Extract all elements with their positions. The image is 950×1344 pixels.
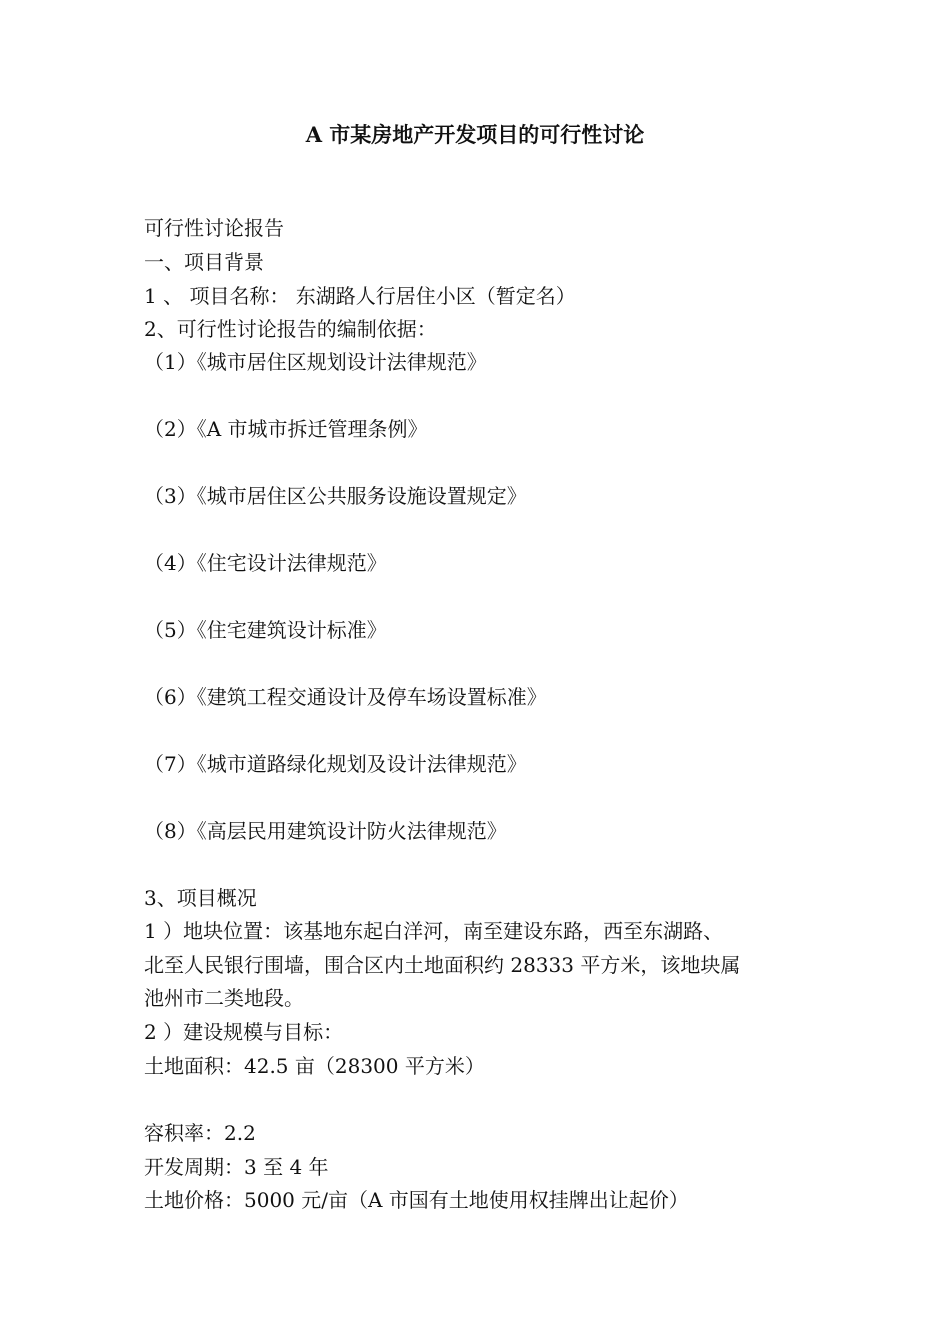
land-area-line: 土地面积：42.5 亩（28300 平方米） <box>144 1054 485 1078</box>
section-heading-overview: 3、项目概况 <box>144 886 257 910</box>
report-heading: 可行性讨论报告 <box>144 216 284 240</box>
reference-item: （6）《建筑工程交通设计及停车场设置标准》 <box>144 685 547 709</box>
reference-item: （5）《住宅建筑设计标准》 <box>144 618 387 642</box>
location-line: 北至人民银行围墙，围合区内土地面积约 28333 平方米，该地块属 <box>144 953 741 977</box>
reference-item: （2）《A 市城市拆迁管理条例》 <box>144 417 428 441</box>
scale-heading: 2 ）建设规模与目标： <box>144 1020 344 1044</box>
land-price-line: 土地价格：5000 元/亩（A 市国有土地使用权挂牌出让起价） <box>144 1188 689 1212</box>
document-title: A 市某房地产开发项目的可行性讨论 <box>305 122 645 147</box>
reference-item: （8）《高层民用建筑设计防火法律规范》 <box>144 819 507 843</box>
plot-ratio-line: 容积率：2.2 <box>144 1121 256 1145</box>
development-period-line: 开发周期：3 至 4 年 <box>144 1155 329 1179</box>
section-heading-background: 一、项目背景 <box>144 250 264 274</box>
location-line: 1 ）地块位置：该基地东起白洋河，南至建设东路，西至东湖路、 <box>144 919 724 943</box>
reference-item: （1）《城市居住区规划设计法律规范》 <box>144 350 487 374</box>
project-name-line: 1 、 项目名称： 东湖路人行居住小区（暂定名） <box>144 284 576 308</box>
reference-item: （4）《住宅设计法律规范》 <box>144 551 387 575</box>
reference-item: （7）《城市道路绿化规划及设计法律规范》 <box>144 752 527 776</box>
location-line: 池州市二类地段。 <box>144 986 304 1010</box>
reference-item: （3）《城市居住区公共服务设施设置规定》 <box>144 484 527 508</box>
basis-heading: 2、可行性讨论报告的编制依据： <box>144 317 437 341</box>
